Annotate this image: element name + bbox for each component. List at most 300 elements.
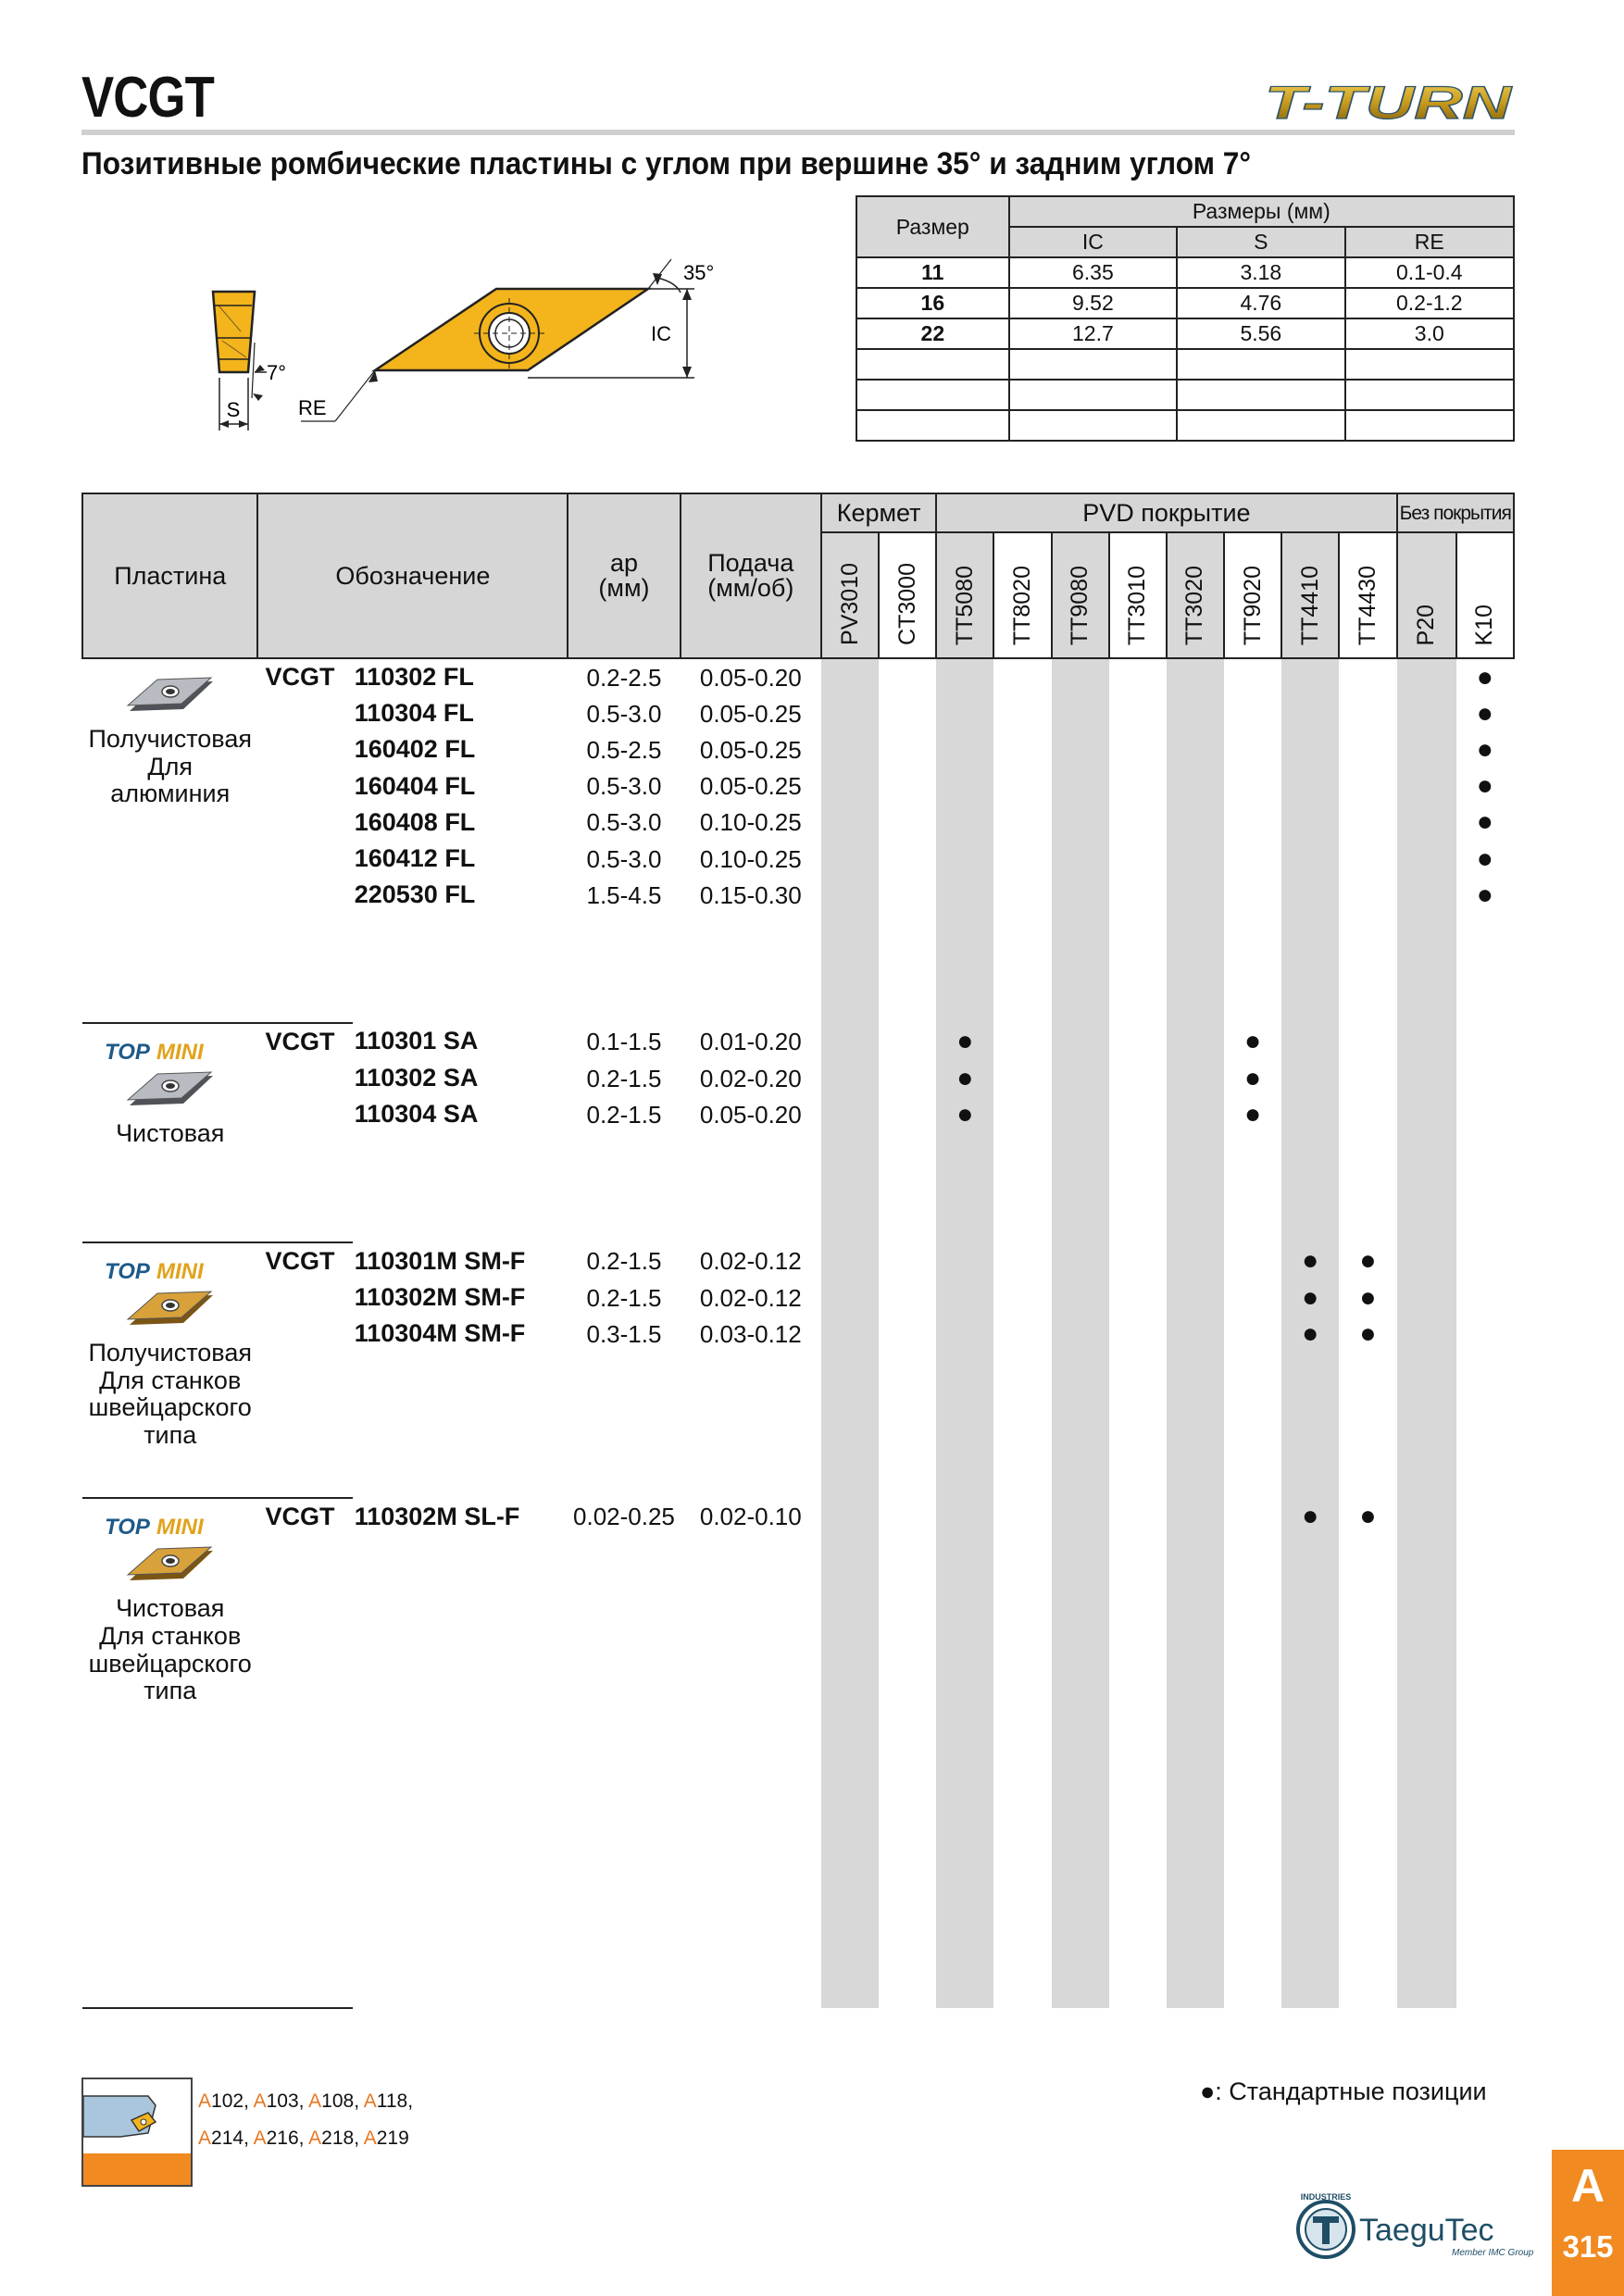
designation-prefix [257, 1790, 352, 1826]
grade-cell-k10 [1456, 1716, 1514, 1753]
grade-cell-pv3010 [821, 1389, 879, 1425]
grade-cell-k10 [1456, 986, 1514, 1023]
re-cell [1345, 410, 1514, 441]
feed-column-header: Подача (мм/об) [681, 493, 821, 658]
grade-cell-tt5080 [936, 1826, 993, 1862]
designation-prefix [257, 1169, 352, 1205]
re-cell [1345, 380, 1514, 410]
grade-cell-tt4410 [1281, 1680, 1339, 1716]
grade-cell-tt4410 [1281, 1060, 1339, 1096]
grade-cell-tt4410 [1281, 986, 1339, 1023]
grade-cell-p20 [1397, 1790, 1456, 1826]
designation-prefix [257, 1389, 352, 1425]
dimension-row [856, 318, 1514, 349]
grade-cell-tt8020 [993, 1753, 1051, 1790]
grade-cell-ct3000 [879, 1536, 936, 1572]
svg-text:INDUSTRIES: INDUSTRIES [1300, 2192, 1352, 2202]
grade-cell-tt9020 [1224, 1971, 1281, 2008]
insert-application-label: Получистовая [88, 1339, 252, 1366]
grade-cell-tt3010 [1109, 1680, 1167, 1716]
grade-cell-tt3010 [1109, 1389, 1167, 1425]
grade-cell-p20 [1397, 986, 1456, 1023]
grade-cell-tt9080 [1052, 1353, 1109, 1389]
ap-value [568, 1389, 680, 1425]
insert-application-label: Для [147, 752, 194, 780]
empty-row [82, 1898, 1514, 1934]
product-row [82, 731, 1514, 767]
designation-code [353, 1132, 568, 1168]
grade-cell-tt9080 [1052, 1935, 1109, 1971]
grade-cell-pv3010 [821, 841, 879, 877]
grade-cell-tt8020 [993, 1862, 1051, 1898]
grade-cell-tt5080 [936, 1389, 993, 1425]
grade-cell-tt3010 [1109, 1644, 1167, 1680]
s-cell: 5.56 [1177, 318, 1344, 349]
grade-cell-tt4430 [1339, 950, 1396, 986]
standard-item-mark: ● [1476, 842, 1493, 874]
grade-cell-tt9080 [1052, 1572, 1109, 1608]
grade-cell-tt4410 [1281, 1862, 1339, 1898]
grade-cell-tt4410 [1281, 1169, 1339, 1205]
grade-cell-tt3010 [1109, 1425, 1167, 1461]
grade-cell-tt9080 [1052, 913, 1109, 949]
ap-value [568, 1862, 680, 1898]
grade-cell-pv3010 [821, 1279, 879, 1316]
grade-cell-ct3000 [879, 1023, 936, 1060]
grade-cell-tt9080 [1052, 1644, 1109, 1680]
feed-value [681, 913, 821, 949]
empty-row [82, 913, 1514, 949]
grade-cell-tt9020 [1224, 1242, 1281, 1279]
grade-cell-ct3000 [879, 1353, 936, 1389]
reference-page: 108 [321, 2090, 355, 2112]
grade-cell-tt5080 [936, 1316, 993, 1352]
s-cell: 4.76 [1177, 288, 1344, 318]
designation-prefix [257, 1205, 352, 1242]
grade-cell-p20 [1397, 731, 1456, 767]
grade-cell-tt3020 [1167, 1608, 1224, 1644]
grade-cell-pv3010 [821, 1498, 879, 1535]
designation-code [353, 1608, 568, 1644]
feed-value: 0.02-0.10 [699, 1503, 802, 1531]
grade-cell-p20 [1397, 1316, 1456, 1352]
designation-code [353, 1862, 568, 1898]
grade-cell-tt9080 [1052, 1680, 1109, 1716]
grade-cell-pv3010 [821, 1971, 879, 2008]
designation-code [353, 1790, 568, 1826]
grade-cell-tt4430 [1339, 805, 1396, 841]
grade-cell-tt8020 [993, 841, 1051, 877]
grade-cell-tt4410 [1281, 805, 1339, 841]
feed-value: 0.05-0.25 [699, 772, 802, 801]
grade-cell-tt8020 [993, 950, 1051, 986]
side-view [213, 292, 286, 430]
page-references [198, 2083, 568, 2157]
grade-cell-tt4410 [1281, 1023, 1339, 1060]
grade-cell-tt5080 [936, 1716, 993, 1753]
designation-code: 110302 SA [354, 1064, 479, 1092]
grade-cell-tt4410 [1281, 1572, 1339, 1608]
grade-cell-p20 [1397, 1279, 1456, 1316]
designation-code: 160402 FL [354, 735, 476, 764]
grade-cell-pv3010 [821, 1425, 879, 1461]
grade-cell-p20 [1397, 1935, 1456, 1971]
grade-cell-tt9020 [1224, 1316, 1281, 1352]
feed-value: 0.15-0.30 [699, 880, 802, 909]
grade-cell-ct3000 [879, 1205, 936, 1242]
grade-cell-pv3010 [821, 1935, 879, 1971]
designation-code: 110302M SM-F [354, 1283, 526, 1312]
grade-cell-tt4430 [1339, 1790, 1396, 1826]
designation-code: 160412 FL [354, 844, 476, 873]
grade-cell-tt4430 [1339, 1389, 1396, 1425]
grade-cell-k10 [1456, 950, 1514, 986]
grade-cell-tt3020 [1167, 877, 1224, 913]
grade-cell-tt5080 [936, 1353, 993, 1389]
grade-cell-tt3010 [1109, 1279, 1167, 1316]
designation-code [353, 1935, 568, 1971]
designation-code: 220530 FL [354, 880, 476, 909]
feed-value: 0.05-0.20 [699, 663, 802, 692]
grade-cell-tt3020 [1167, 1132, 1224, 1168]
grade-cell-tt3020 [1167, 1572, 1224, 1608]
grade-header-tt3010: TT3010 [1109, 532, 1167, 658]
grade-cell-pv3010 [821, 1461, 879, 1498]
grade-cell-ct3000 [879, 1425, 936, 1461]
empty-row [82, 986, 1514, 1023]
grade-header-tt9080: TT9080 [1052, 532, 1109, 658]
designation-code: 110302M SL-F [354, 1502, 520, 1530]
grade-cell-pv3010 [821, 1753, 879, 1790]
designation-prefix [257, 1316, 352, 1352]
grade-cell-tt4410 [1281, 877, 1339, 913]
designation-code [353, 1536, 568, 1572]
grade-cell-tt8020 [993, 1971, 1051, 2008]
grade-cell-tt8020 [993, 986, 1051, 1023]
pvd-group-header: PVD покрытие [936, 493, 1396, 532]
grade-cell-p20 [1397, 1898, 1456, 1934]
grade-cell-tt3020 [1167, 1169, 1224, 1205]
grade-cell-ct3000 [879, 1316, 936, 1352]
svg-text:MINI: MINI [156, 1259, 204, 1284]
insert-application-label: типа [144, 1677, 197, 1705]
svg-text:TOP: TOP [104, 1259, 150, 1284]
grade-cell-tt9020 [1224, 1826, 1281, 1862]
product-row [82, 1242, 1514, 1279]
page-number: 315 [1562, 2229, 1614, 2264]
grade-cell-tt9020 [1224, 1132, 1281, 1168]
grade-cell-pv3010 [821, 1536, 879, 1572]
grade-cell-tt8020 [993, 1242, 1051, 1279]
grade-cell-pv3010 [821, 1898, 879, 1934]
standard-item-mark: ● [1476, 806, 1493, 838]
reference-section: A [198, 2128, 212, 2149]
grade-header-tt4430: TT4430 [1339, 532, 1396, 658]
grade-cell-tt3020 [1167, 1461, 1224, 1498]
grade-cell-tt3020 [1167, 1826, 1224, 1862]
empty-row [82, 1790, 1514, 1826]
designation-code [353, 950, 568, 986]
grade-cell-tt9080 [1052, 1389, 1109, 1425]
insert-application-label: швейцарского [88, 1649, 252, 1678]
ap-value: 0.02-0.25 [573, 1503, 675, 1531]
designation-code [353, 1461, 568, 1498]
insert-selection-table [81, 493, 1515, 2009]
grade-cell-tt5080 [936, 768, 993, 805]
svg-text:35°: 35° [683, 261, 715, 284]
reference-page: 118 [376, 2090, 408, 2112]
grade-cell-ct3000 [879, 1096, 936, 1132]
grade-cell-k10 [1456, 1060, 1514, 1096]
grade-cell-p20 [1397, 1425, 1456, 1461]
grade-cell-ct3000 [879, 1644, 936, 1680]
grade-cell-k10 [1456, 1644, 1514, 1680]
grade-cell-pv3010 [821, 1353, 879, 1389]
feed-value [681, 950, 821, 986]
grade-cell-tt9080 [1052, 1060, 1109, 1096]
grade-cell-tt3010 [1109, 1862, 1167, 1898]
grade-cell-tt4410 [1281, 658, 1339, 695]
grade-cell-tt4430 [1339, 1096, 1396, 1132]
ic-cell: 6.35 [1009, 257, 1177, 288]
designation-code [353, 1572, 568, 1608]
grade-cell-tt8020 [993, 1023, 1051, 1060]
insert-description [82, 658, 257, 1023]
grade-cell-k10 [1456, 1169, 1514, 1205]
grade-cell-tt3010 [1109, 1572, 1167, 1608]
grade-header-tt9020: TT9020 [1224, 532, 1281, 658]
grade-cell-tt3010 [1109, 1608, 1167, 1644]
grade-cell-tt5080 [936, 1169, 993, 1205]
grade-cell-tt9020 [1224, 1862, 1281, 1898]
grade-cell-pv3010 [821, 1644, 879, 1680]
designation-code [353, 1680, 568, 1716]
grade-cell-tt5080 [936, 1608, 993, 1644]
svg-text:S: S [226, 398, 241, 421]
grade-cell-pv3010 [821, 1572, 879, 1608]
designation-code [353, 1425, 568, 1461]
grade-cell-tt5080 [936, 1753, 993, 1790]
grade-cell-k10 [1456, 1572, 1514, 1608]
grade-cell-pv3010 [821, 913, 879, 949]
designation-code [353, 1971, 568, 2008]
grade-cell-tt4410 [1281, 1898, 1339, 1934]
empty-row [82, 1132, 1514, 1168]
standard-item-mark: ● [1476, 661, 1493, 693]
grade-cell-tt4410 [1281, 950, 1339, 986]
grade-cell-tt3020 [1167, 950, 1224, 986]
designation-prefix [257, 695, 352, 731]
ap-value [568, 1680, 680, 1716]
designation-code [353, 1353, 568, 1389]
ic-cell: 9.52 [1009, 288, 1177, 318]
grade-cell-p20 [1397, 695, 1456, 731]
grade-header-ct3000: CT3000 [879, 532, 936, 658]
ap-value [568, 1971, 680, 2008]
grade-cell-p20 [1397, 1023, 1456, 1060]
grade-cell-tt9080 [1052, 731, 1109, 767]
feed-value [681, 986, 821, 1023]
standard-item-mark: ● [1476, 879, 1493, 910]
standard-item-mark: ● [936, 1023, 993, 1060]
insert-thumbnail [124, 1288, 217, 1332]
grade-cell-tt3020 [1167, 658, 1224, 695]
title-rule [81, 130, 1515, 135]
standard-item-mark: ● [1476, 770, 1493, 802]
designation-prefix [257, 1862, 352, 1898]
grade-cell-tt9020 [1224, 1644, 1281, 1680]
grade-cell-pv3010 [821, 658, 879, 695]
designation-prefix [257, 1971, 352, 2008]
grade-cell-tt3010 [1109, 1971, 1167, 2008]
grade-cell-k10 [1456, 1680, 1514, 1716]
feed-value [681, 1716, 821, 1753]
grade-cell-tt3010 [1109, 768, 1167, 805]
empty-row [82, 1935, 1514, 1971]
grade-cell-tt9080 [1052, 841, 1109, 877]
designation-code [353, 1389, 568, 1425]
grade-cell-tt3010 [1109, 1060, 1167, 1096]
ap-value: 0.2-2.5 [586, 663, 662, 692]
product-row [82, 1023, 1514, 1060]
grade-cell-tt8020 [993, 1826, 1051, 1862]
svg-text:RE: RE [298, 396, 327, 419]
grade-cell-ct3000 [879, 1971, 936, 2008]
grade-cell-ct3000 [879, 1753, 936, 1790]
grade-cell-tt5080 [936, 1279, 993, 1316]
grade-cell-tt5080 [936, 950, 993, 986]
grade-cell-p20 [1397, 1753, 1456, 1790]
re-cell: 3.0 [1345, 318, 1514, 349]
grade-cell-tt3020 [1167, 1644, 1224, 1680]
grade-cell-tt3010 [1109, 877, 1167, 913]
product-row [82, 1096, 1514, 1132]
standard-item-mark: ● [1359, 1317, 1377, 1349]
designation-code [353, 1826, 568, 1862]
ap-value [568, 1608, 680, 1644]
grade-cell-tt9020 [1224, 1608, 1281, 1644]
grade-cell-tt9080 [1052, 1971, 1109, 2008]
top-view [298, 259, 714, 421]
feed-value: 0.02-0.20 [699, 1064, 802, 1092]
grade-cell-tt4410 [1281, 1389, 1339, 1425]
grade-cell-tt5080 [936, 986, 993, 1023]
grade-cell-tt5080 [936, 1572, 993, 1608]
grade-cell-ct3000 [879, 1862, 936, 1898]
designation-code: 160404 FL [354, 771, 476, 800]
grade-cell-p20 [1397, 1389, 1456, 1425]
grade-cell-tt8020 [993, 1498, 1051, 1535]
grade-cell-pv3010 [821, 1826, 879, 1862]
empty-row [82, 1716, 1514, 1753]
grade-cell-k10 [1456, 1971, 1514, 2008]
dimensions-table [856, 195, 1515, 442]
feed-value [681, 1572, 821, 1608]
standard-item-mark: ● [1281, 1498, 1339, 1535]
grade-cell-ct3000 [879, 1242, 936, 1279]
grade-cell-tt9080 [1052, 1536, 1109, 1572]
grade-cell-tt3020 [1167, 1862, 1224, 1898]
designation-prefix [257, 1644, 352, 1680]
insert-application-label: Получистовая [88, 725, 252, 753]
grade-cell-ct3000 [879, 986, 936, 1023]
designation-code: 110301 SA [354, 1027, 479, 1055]
reference-section: A [253, 2090, 267, 2112]
ap-value: 0.3-1.5 [586, 1319, 662, 1348]
grade-cell-ct3000 [879, 841, 936, 877]
svg-text:MINI: MINI [156, 1039, 204, 1065]
grade-cell-tt4410 [1281, 1644, 1339, 1680]
grade-cell-tt4410 [1281, 1353, 1339, 1389]
reference-line: A214, A216, A218, A219 [198, 2128, 409, 2149]
standard-item-mark: ● [1281, 1242, 1339, 1279]
reference-thumbnail [81, 2078, 193, 2187]
grade-cell-p20 [1397, 950, 1456, 986]
ap-value [568, 1935, 680, 1971]
topmini-logo [101, 1256, 240, 1284]
grade-header-tt5080: TT5080 [936, 532, 993, 658]
grade-cell-tt4410 [1281, 1205, 1339, 1242]
grade-cell-tt8020 [993, 1680, 1051, 1716]
standard-item-mark: ● [1243, 1062, 1262, 1093]
grade-cell-tt4410 [1281, 731, 1339, 767]
grade-cell-tt9020 [1224, 1790, 1281, 1826]
grade-cell-p20 [1397, 1680, 1456, 1716]
standard-item-mark: ● [1476, 697, 1493, 729]
grade-cell-tt5080 [936, 731, 993, 767]
designation-prefix [257, 1826, 352, 1862]
grade-cell-ct3000 [879, 805, 936, 841]
designation-prefix: VCGT [265, 1247, 335, 1276]
grade-cell-tt8020 [993, 1898, 1051, 1934]
grade-cell-tt5080 [936, 1425, 993, 1461]
grade-cell-tt9080 [1052, 950, 1109, 986]
grade-cell-tt4430 [1339, 1862, 1396, 1898]
grade-cell-tt3010 [1109, 1536, 1167, 1572]
svg-text:MINI: MINI [156, 1515, 204, 1541]
product-row [82, 1279, 1514, 1316]
grade-cell-tt3020 [1167, 768, 1224, 805]
grade-cell-tt4430 [1339, 877, 1396, 913]
s-cell: 3.18 [1177, 257, 1344, 288]
designation-prefix [257, 950, 352, 986]
grade-cell-tt9080 [1052, 1425, 1109, 1461]
grade-cell-k10 [1456, 1753, 1514, 1790]
grade-cell-pv3010 [821, 1060, 879, 1096]
reference-line: A102, A103, A108, A118, [198, 2090, 414, 2112]
grade-cell-tt4430 [1339, 731, 1396, 767]
feed-value [681, 1205, 821, 1242]
grade-cell-pv3010 [821, 1316, 879, 1352]
grade-cell-pv3010 [821, 1862, 879, 1898]
grade-cell-tt4410 [1281, 695, 1339, 731]
standard-item-mark: ● [936, 1060, 993, 1096]
designation-code: 160408 FL [354, 807, 476, 836]
grade-cell-p20 [1397, 1132, 1456, 1168]
grade-cell-tt9020 [1224, 1279, 1281, 1316]
grade-cell-tt9020 [1224, 1753, 1281, 1790]
grade-cell-tt3010 [1109, 1316, 1167, 1352]
grade-header-p20: P20 [1397, 532, 1456, 658]
grade-cell-tt8020 [993, 1353, 1051, 1389]
ap-column-header: ap (мм) [568, 493, 680, 658]
designation-prefix [257, 1716, 352, 1753]
grade-cell-tt9020 [1224, 768, 1281, 805]
feed-value: 0.05-0.20 [699, 1100, 802, 1129]
feed-value [681, 1935, 821, 1971]
standard-item-mark: ● [1359, 1245, 1377, 1277]
product-row [82, 1498, 1514, 1535]
